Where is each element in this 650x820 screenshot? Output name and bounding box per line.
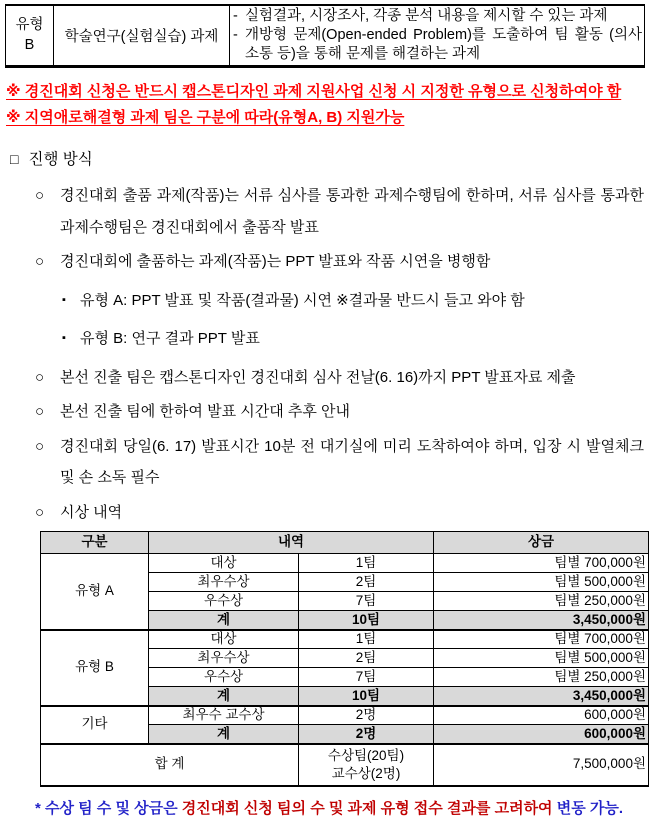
award-cell: 우수상 xyxy=(149,668,299,687)
bullet-text: 경진대회 출품 과제(작품)는 서류 심사를 통과한 과제수행팀에 한하며, 서류 심사를 통과한 과제수행팀은 경진대회에서 출품작 발표 xyxy=(60,187,644,236)
subtotal-prize-cell: 3,450,000원 xyxy=(434,611,649,630)
footnote xyxy=(35,798,650,820)
subtotal-label-cell: 계 xyxy=(149,687,299,706)
bullet-text: 유형 A: PPT 발표 및 작품(결과물) 시연 ※결과물 반드시 들고 와야 함 xyxy=(80,291,525,309)
bullet-text: 경진대회 당일(6. 17) 발표시간 10분 전 대기실에 미리 도착하여야 하며, 입장 시 발열체크 및 손 소독 필수 xyxy=(60,437,644,487)
prize-cell: 팀별 250,000원 xyxy=(434,592,649,611)
count-cell: 7팀 xyxy=(299,668,434,687)
circle-bullet-icon: ○ xyxy=(35,368,45,386)
desc-text: 개방형 문제(Open-ended Problem)를 도출하여 팀 활동 (의사소통 등)을 통해 문제를 해결하는 과제 xyxy=(245,27,642,63)
type-label-line1: 유형 xyxy=(15,17,44,34)
award-cell: 최우수상 xyxy=(149,649,299,668)
square-bullet-icon: ▪ xyxy=(62,293,66,306)
award-row xyxy=(41,554,649,573)
notice-line: ※ 경진대회 신청은 반드시 캡스톤디자인 과제 지원사업 신청 시 지정한 유형으로 신청하여야 함 xyxy=(6,83,622,101)
award-cell: 대상 xyxy=(149,554,299,573)
type-label-line2: B xyxy=(24,36,35,53)
square-outline-icon: □ xyxy=(10,151,19,168)
award-cell: 최우수상 xyxy=(149,573,299,592)
prize-cell: 팀별 700,000원 xyxy=(434,554,649,573)
document-page xyxy=(0,4,650,817)
count-cell: 2명 xyxy=(299,706,434,725)
bullet-text: 본선 진출 팀에 한하여 발표 시간대 추후 안내 xyxy=(60,403,350,421)
total-label-cell: 합 계 xyxy=(41,744,299,786)
bullet-item xyxy=(0,246,650,278)
group-name-cell: 기타 xyxy=(41,706,149,744)
sub-bullet-item xyxy=(0,323,650,355)
circle-bullet-icon: ○ xyxy=(35,187,45,205)
bullet-text: 본선 진출 팀은 캡스톤디자인 경진대회 심사 전날(6. 16)까지 PPT 발표자료 제출 xyxy=(60,368,576,386)
sub-bullet-item xyxy=(0,285,650,317)
circle-bullet-icon: ○ xyxy=(35,503,45,521)
count-cell: 1팀 xyxy=(299,554,434,573)
type-table xyxy=(5,4,645,68)
type-category-cell: 학술연구(실험실습) 과제 xyxy=(54,5,230,67)
count-cell: 1팀 xyxy=(299,630,434,649)
total-count-line1: 수상팀(20팀) xyxy=(327,747,405,763)
desc-item xyxy=(232,7,642,26)
circle-bullet-icon: ○ xyxy=(35,403,45,421)
dash-icon: - xyxy=(233,8,238,24)
subtotal-prize-cell: 600,000원 xyxy=(434,725,649,744)
count-cell: 2팀 xyxy=(299,573,434,592)
bullet-text: 유형 B: 연구 결과 PPT 발표 xyxy=(80,330,260,348)
award-cell: 우수상 xyxy=(149,592,299,611)
bullet-item xyxy=(0,362,650,394)
bullet-list xyxy=(0,180,650,528)
bullet-item xyxy=(0,497,650,529)
prize-cell: 팀별 250,000원 xyxy=(434,668,649,687)
section-title: 진행 방식 xyxy=(28,151,93,169)
header-cell-prize: 상금 xyxy=(434,532,649,554)
count-cell: 7팀 xyxy=(299,592,434,611)
total-prize-cell: 7,500,000원 xyxy=(434,744,649,786)
subtotal-prize-cell: 3,450,000원 xyxy=(434,687,649,706)
bullet-text: 시상 내역 xyxy=(60,503,123,521)
header-cell-category: 구분 xyxy=(41,532,149,554)
section-heading xyxy=(10,147,650,172)
dash-icon: - xyxy=(233,27,238,44)
footnote-blue-text: 변동 가능. xyxy=(556,799,624,817)
subtotal-label-cell: 계 xyxy=(149,725,299,744)
bullet-item xyxy=(0,396,650,428)
notice-block xyxy=(6,80,650,130)
footnote-red-text: 경진대회 신청 팀의 수 및 과제 유형 접수 결과를 고려하여 xyxy=(181,799,557,817)
group-name-cell: 유형 B xyxy=(41,630,149,706)
award-table xyxy=(40,531,649,787)
circle-bullet-icon: ○ xyxy=(35,437,45,455)
award-cell: 최우수 교수상 xyxy=(149,706,299,725)
desc-text: 실험결과, 시장조사, 각종 분석 내용을 제시할 수 있는 과제 xyxy=(245,8,608,24)
bullet-item xyxy=(0,180,650,243)
prize-cell: 팀별 500,000원 xyxy=(434,573,649,592)
total-row xyxy=(41,744,649,786)
award-cell: 대상 xyxy=(149,630,299,649)
type-desc-cell xyxy=(230,5,645,67)
bullet-text: 경진대회에 출품하는 과제(작품)는 PPT 발표와 작품 시연을 병행함 xyxy=(60,253,491,271)
prize-cell: 팀별 500,000원 xyxy=(434,649,649,668)
subtotal-count-cell: 10팀 xyxy=(299,687,434,706)
total-count-cell xyxy=(299,744,434,786)
subtotal-count-cell: 10팀 xyxy=(299,611,434,630)
total-count-line2: 교수상(2명) xyxy=(331,765,401,781)
award-row xyxy=(41,706,649,725)
footnote-blue-text: * 수상 팀 수 및 상금은 xyxy=(35,799,182,817)
prize-cell: 팀별 700,000원 xyxy=(434,630,649,649)
header-cell-detail: 내역 xyxy=(149,532,434,554)
count-cell: 2팀 xyxy=(299,649,434,668)
prize-cell: 600,000원 xyxy=(434,706,649,725)
subtotal-label-cell: 계 xyxy=(149,611,299,630)
notice-line: ※ 지역애로해결형 과제 팀은 구분에 따라(유형A, B) 지원가능 xyxy=(6,109,405,127)
desc-item xyxy=(232,26,642,64)
award-row xyxy=(41,630,649,649)
square-bullet-icon: ▪ xyxy=(62,332,66,345)
type-table-row xyxy=(6,5,645,67)
bullet-item xyxy=(0,431,650,494)
group-name-cell: 유형 A xyxy=(41,554,149,630)
award-header-row xyxy=(41,532,649,554)
subtotal-count-cell: 2명 xyxy=(299,725,434,744)
circle-bullet-icon: ○ xyxy=(35,253,45,271)
type-label-cell xyxy=(6,5,54,67)
